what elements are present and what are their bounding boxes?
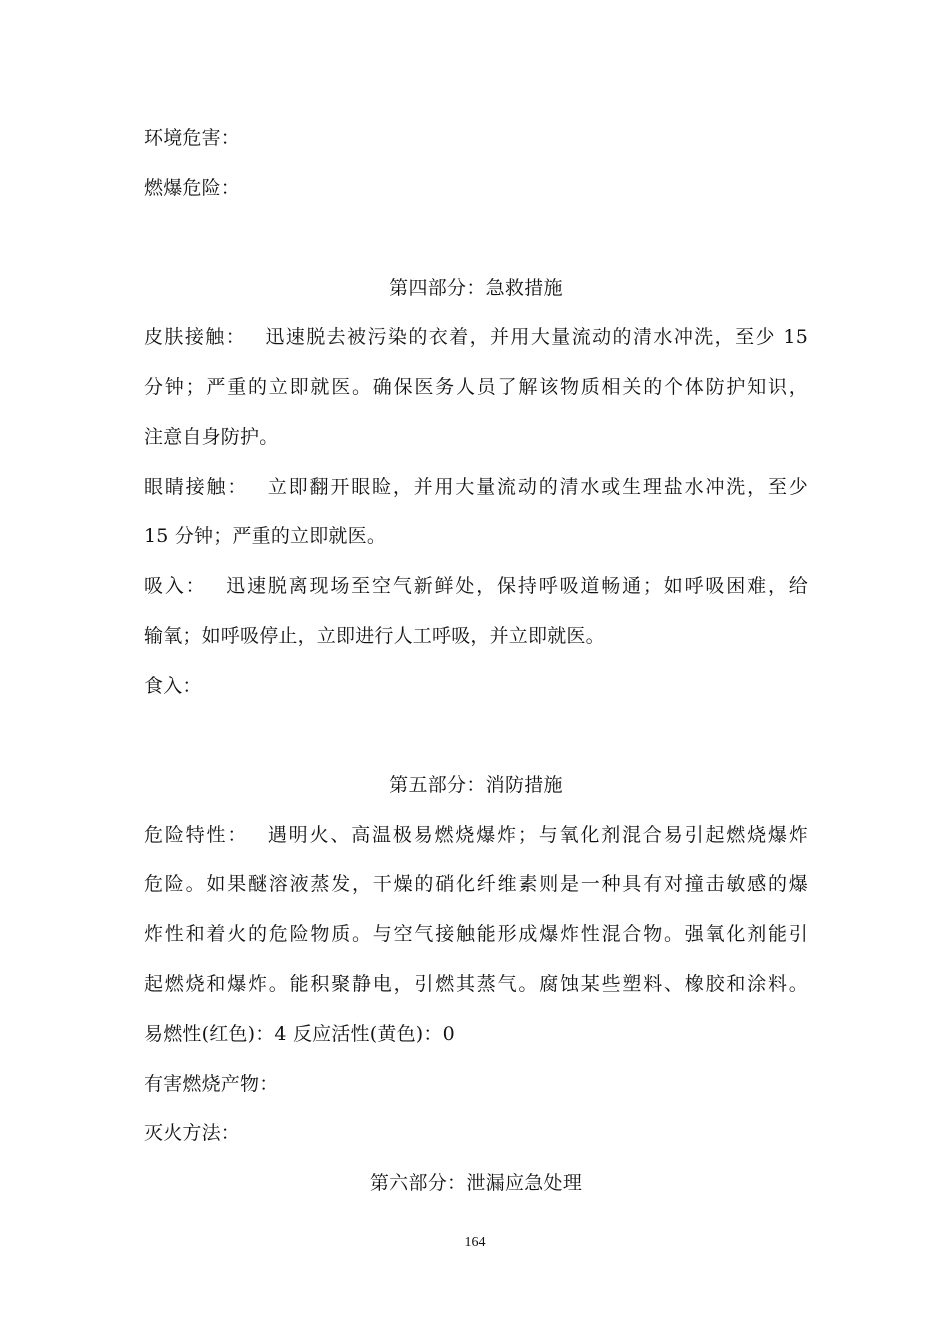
- skin-contact-line-3: 注意自身防护。: [144, 426, 279, 448]
- inhalation-line-2: 输氧；如呼吸停止，立即进行人工呼吸，并立即就医。: [144, 625, 605, 647]
- combustion-products-label: 有害燃烧产物：: [144, 1073, 279, 1095]
- section-5-heading: 第五部分：消防措施: [389, 774, 563, 796]
- skin-contact-line-2: 分钟；严重的立即就医。确保医务人员了解该物质相关的个体防护知识，: [144, 376, 808, 398]
- skin-contact-label: 皮肤接触：: [144, 326, 247, 348]
- inhalation-label: 吸入：: [144, 575, 207, 597]
- ingestion-label: 食入：: [144, 675, 202, 697]
- inhalation-line-1: [144, 574, 808, 598]
- page-number: 164: [464, 1235, 486, 1250]
- eye-contact-label: 眼睛接触：: [144, 476, 249, 498]
- inhalation-text: 迅速脱离现场至空气新鲜处，保持呼吸道畅通；如呼吸困难，给: [224, 575, 808, 597]
- eye-contact-line-1: [144, 475, 808, 499]
- section-6-heading: 第六部分：泄漏应急处理: [369, 1172, 583, 1194]
- hazard-text: 遇明火、高温极易燃烧爆炸；与氧化剂混合易引起燃烧爆炸: [266, 824, 808, 846]
- skin-contact-text: 迅速脱去被污染的衣着，并用大量流动的清水冲洗，至少 15: [264, 326, 808, 348]
- hazard-label: 危险特性：: [144, 824, 249, 846]
- explosion-hazard-label: 燃爆危险：: [144, 177, 241, 199]
- extinguishing-method-label: 灭火方法：: [144, 1122, 241, 1144]
- section-4-heading: 第四部分：急救措施: [389, 277, 563, 299]
- flammability-reactivity-line: 易燃性(红色)：4 反应活性(黄色)：0: [144, 1023, 455, 1045]
- env-hazard-label: 环境危害：: [144, 127, 241, 149]
- skin-contact-line-1: [144, 325, 808, 349]
- hazard-line-1: [144, 823, 808, 847]
- hazard-line-3: 炸性和着火的危险物质。与空气接触能形成爆炸性混合物。强氧化剂能引: [144, 923, 808, 945]
- eye-contact-line-2: 15 分钟；严重的立即就医。: [144, 525, 387, 547]
- eye-contact-text: 立即翻开眼睑，并用大量流动的清水或生理盐水冲洗，至少: [266, 476, 808, 498]
- hazard-line-2: 危险。如果醚溶液蒸发，干燥的硝化纤维素则是一种具有对撞击敏感的爆: [144, 873, 808, 895]
- hazard-line-4: 起燃烧和爆炸。能积聚静电，引燃其蒸气。腐蚀某些塑料、橡胶和涂料。: [144, 973, 808, 995]
